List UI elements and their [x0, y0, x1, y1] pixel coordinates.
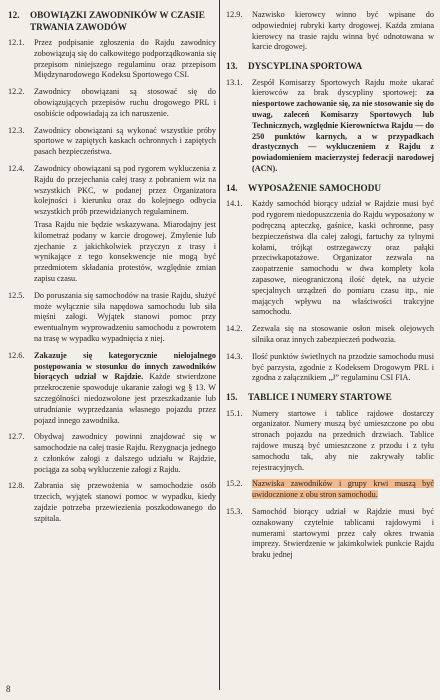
section-14-heading: 14. WYPOSAŻENIE SAMOCHODU — [226, 182, 381, 193]
paragraph-13-1-text: Zespół Komisarzy Sportowych Rajdu może ukarać kierowców za brak dyscypliny sportowej: — [252, 77, 434, 98]
section-15-heading: 15. TABLICE I NUMERY STARTOWE — [226, 392, 392, 403]
paragraph-14-2: 14.2. Zezwala się na stosowanie osłon misek olejowych silnika oraz innych zabezpieczeń podwozia. — [226, 324, 434, 344]
paragraph-12-2: 12.2. Zawodnicy obowiązani są stosować się do obowiązujących przepisów ruchu drogowego PRL i osobiście odpowiadają za ich naruszenie. — [8, 87, 216, 118]
paragraph-12-6-bold: Zakazuje się kategorycznie niełojalnego postępowania w stosunku do innych zawodników biorących udział w Rajdzie. — [34, 350, 216, 382]
column-divider — [219, 0, 220, 690]
paragraph-13-1-bold: za niesportowe zachowanie się, za nie stosowanie się do uwag, zaleceń Komisarzy Sportowych lub Technicznych, względnie Kierownictwa Rajdu — do 250 punktów karnych, a w przypadkach drastycznych — wykluczeniem z Rajdu z powiadomieniem macierzystej federacji narodowej (ACN). — [252, 88, 434, 174]
page-number: 8 — [6, 684, 11, 694]
section-12-heading: 12. OBOWIĄZKI ZAWODNIKÓW W CZASIE TRWANIA ZAWODÓW — [8, 10, 205, 32]
paragraph-15-2: 15.2. Nazwiska zawodników i grupy krwi muszą być uwidocznione z obu stron samochodu. — [226, 479, 434, 500]
paragraph-12-4-text: Zawodnicy obowiązani są pod rygorem wykluczenia z Rajdu do przejechania całej trasy z pobraniem wiz na wszystkich PKC, w podanej przez Organizatora kolejności i kierunku oraz do kolejnego odbycia wszystkich prób przewidzianych regulaminem. — [34, 163, 216, 217]
right-column — [226, 10, 434, 567]
paragraph-12-4-note: Trasa Rajdu nie będzie wskazywana. Miarodajny jest kilometraż podany w karcie drogowej. Zmylenie lub zjechanie z jakichkolwiek przyczyn z trasy i wynikające z tego konsekwencje nie mogą być przedmiotem składania protestów, względnie zmian zapisu czasu. — [34, 219, 216, 283]
paragraph-12-6: 12.6. Zakazuje się kategorycznie niełojalnego postępowania w stosunku do innych zawodników biorących udział w Rajdzie. Każde stwierdzone przekroczenie spowoduje ukaranie załogi wg § 13. W szczególności niedozwolone jest przeszkadzanie lub utrudnianie wyprzedzania własnego pojazdu przez pojazd innego zawodnika. — [8, 350, 216, 425]
paragraph-12-8: 12.8. Zabrania się przewożenia w samochodzie osób trzecich, wyjątek stanowi pomoc w wypadku, kiedy zajdzie potrzeba przewiezienia poszkodowanego do szpitala. — [8, 481, 216, 523]
paragraph-12-5: 12.5. Do poruszania się samochodów na trasie Rajdu, służyć może wyłącznie siła napędowa samochodu lub siła mięśni załogi. Wyjątek stanowi pomoc przy ewentualnym wyprowadzeniu samochodu z powrotem na trasę w wypadku wypadnięcia z niej. — [8, 290, 216, 343]
paragraph-12-7: 12.7. Obydwaj zawodnicy powinni znajdować się w samochodzie na całej trasie Rajdu. Rezygnacja jednego z członków załogi z dalszego udziału w Rajdzie, pociąga za sobą wykluczenie załogi z Rajdu. — [8, 432, 216, 474]
paragraph-14-1: 14.1. Każdy samochód biorący udział w Rajdzie musi być pod rygorem niedopuszczenia do Rajdu wyposażony w podręczną apteczkę, gaśnice, kaski ochronne, pasy bezpieczeństwa dla całej załogi, fartuchy za tylnymi kołami, trójkąt ostrzegawczy oraz pałąki przeciwkapotażowe. Organizator zezwala na zaopatrzenie samochodu w dwa komplety koła zapasowe, nieograniczoną ilość dętek, na użycie specjalnych urządzeń do pomiaru czasu itp., nie mających wpływu na właściwości trakcyjne samochodu. — [226, 199, 434, 317]
paragraph-14-3: 14.3. Ilość punktów świetlnych na przodzie samochodu musi być parzysta, zgodnie z Kodeksem Drogowym PRL i zgodna z załącznikiem „J” regulaminu CSI FIA. — [226, 351, 434, 383]
paragraph-13-1: 13.1. Zespół Komisarzy Sportowych Rajdu może ukarać kierowców za brak dyscypliny sportowej: za niesportowe zachowanie się, za nie stosowanie się do uwag, zaleceń Komisarzy Sportowych lub Technicznych, względnie Kierownictwa Rajdu — do 250 punktów karnych, a w przypadkach drastycznych — wykluczeniem z Rajdu z powiadomieniem macierzystej federacji narodowej (ACN). — [226, 77, 434, 174]
highlighted-text: Nazwiska zawodników i grupy krwi muszą być uwidocznione z obu stron samochodu. — [252, 479, 434, 500]
paragraph-12-1: 12.1. Przez podpisanie zgłoszenia do Rajdu zawodnicy zobowiązują się do całkowitego podporządkowania się przepisom niniejszego regulaminu oraz przepisom Międzynarodowego Kodeksu Sportowego CSI. — [8, 38, 216, 80]
left-column — [8, 10, 216, 531]
paragraph-12-3: 12.3. Zawodnicy obowiązani są wykonać wszystkie próby sportowe w zapiętych kaskach ochronnych i zapiętych pasach bezpieczeństwa. — [8, 125, 216, 157]
paragraph-12-9: 12.9. Nazwisko kierowcy winno być wpisane do odpowiedniej rubryki karty drogowej. Każda zmiana kierowcy na trasie rajdu winna być odnotowana w karcie drogowej. — [226, 10, 434, 52]
paragraph-15-1: 15.1. Numery startowe i tablice rajdowe dostarczy organizator. Numery muszą być umieszczone po obu stronach pojazdu na przednich drzwiach. Tablice rajdowe muszą być umieszczone z przodu i z tyłu samochodu tak, aby nie zakrywały tablic rejestracyjnych. — [226, 408, 434, 472]
paragraph-12-6-text: Każde stwierdzone przekroczenie spowoduje ukaranie załogi wg § 13. W szczególności niedozwolone jest przeszkadzanie lub utrudnianie wyprzedzania własnego pojazdu przez pojazd innego zawodnika. — [34, 372, 216, 425]
paragraph-15-3: 15.3. Samochód biorący udział w Rajdzie musi być oznakowany czytelnie tablicami rajdowymi i numerami startowymi przez cały okres trwania imprezy. Stwierdzenie w jakimkolwiek punkcie Rajdu braku jednej — [226, 506, 434, 560]
paragraph-12-4: 12.4. Zawodnicy obowiązani są pod rygorem wykluczenia z Rajdu do przejechania całej trasy z pobraniem wiz na wszystkich PKC, w podanej przez Organizatora kolejności i kierunku oraz do kolejnego odbycia wszystkich prób przewidzianych regulaminem. Trasa Rajdu nie będzie wskazywana. Miarodajny jest kilometraż podany w karcie drogowej. Zmylenie lub zjechanie z jakichkolwiek przyczyn z trasy i wynikające z tego konsekwencje nie mogą być przedmiotem składania protestów, względnie zmian zapisu czasu. — [8, 163, 216, 283]
section-13-heading: 13. DYSCYPLINA SPORTOWA — [226, 61, 363, 72]
